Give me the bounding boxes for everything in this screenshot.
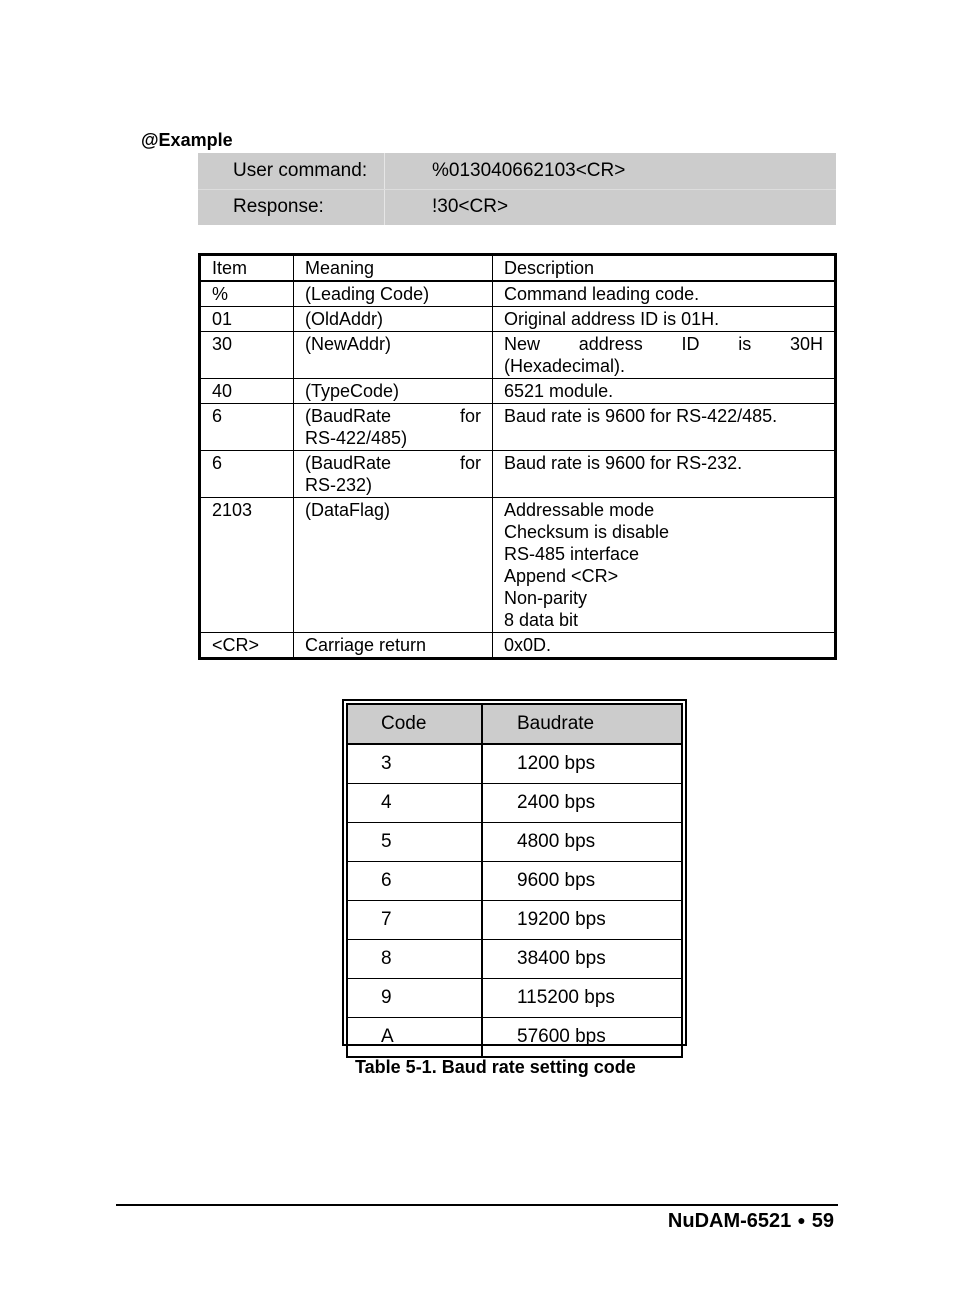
- example-heading: @Example: [141, 130, 233, 150]
- description-line: 8 data bit: [504, 610, 579, 630]
- description-line: Addressable mode: [504, 500, 655, 520]
- meaning-cell: (TypeCode): [294, 379, 493, 404]
- description-cell: Command leading code.: [493, 281, 836, 307]
- item-cell: 6: [200, 451, 294, 498]
- code-cell: 6: [347, 862, 482, 901]
- table-header-row: [200, 255, 836, 282]
- code-cell: 4: [347, 784, 482, 823]
- user-command-value: %013040662103<CR>: [432, 160, 626, 181]
- table-row: [200, 281, 836, 307]
- header-code: Code: [347, 704, 482, 744]
- baudrate-cell: 115200 bps: [482, 979, 682, 1018]
- table-row: [200, 332, 836, 379]
- product-name: NuDAM-6521: [667, 1210, 792, 1232]
- word: is: [738, 334, 752, 354]
- code-cell: 5: [347, 823, 482, 862]
- code-cell: A: [347, 1018, 482, 1058]
- table-row: [200, 633, 836, 659]
- table-row: [347, 862, 682, 901]
- meaning-line: RS-232): [305, 475, 373, 495]
- meaning-cell: [294, 451, 493, 498]
- bullet-icon: ●: [797, 1212, 806, 1228]
- table-row: [200, 498, 836, 633]
- meaning-cell: Carriage return: [294, 633, 493, 659]
- description-cell: 6521 module.: [493, 379, 836, 404]
- item-cell: 30: [200, 332, 294, 379]
- header-description: Description: [493, 255, 836, 282]
- baudrate-cell: 1200 bps: [482, 744, 682, 784]
- table-header-row: [347, 704, 682, 744]
- table-row: [347, 744, 682, 784]
- word: ID: [681, 334, 700, 354]
- description-line: RS-485 interface: [504, 544, 640, 564]
- table-row: [347, 1018, 682, 1058]
- justified-line: [504, 333, 823, 355]
- description-line: Non-parity: [504, 588, 588, 608]
- description-line: (Hexadecimal).: [504, 356, 626, 376]
- page-footer: [668, 1210, 834, 1233]
- word: address: [578, 334, 643, 354]
- meaning-line: RS-422/485): [305, 428, 408, 448]
- baudrate-cell: 9600 bps: [482, 862, 682, 901]
- meaning-cell: [294, 404, 493, 451]
- response-row: [198, 189, 836, 225]
- baudrate-cell: 19200 bps: [482, 901, 682, 940]
- baudrate-cell: 4800 bps: [482, 823, 682, 862]
- table-caption: Table 5-1. Baud rate setting code: [355, 1057, 636, 1077]
- example-command-box: [198, 153, 836, 225]
- code-cell: 7: [347, 901, 482, 940]
- word: for: [459, 406, 481, 426]
- description-cell: Original address ID is 01H.: [493, 307, 836, 332]
- table-row: [200, 451, 836, 498]
- user-command-label: User command:: [233, 160, 368, 181]
- description-cell: Baud rate is 9600 for RS-422/485.: [493, 404, 836, 451]
- header-baudrate: Baudrate: [482, 704, 682, 744]
- baudrate-cell: 2400 bps: [482, 784, 682, 823]
- description-cell: [493, 332, 836, 379]
- page-number: 59: [811, 1210, 834, 1232]
- table-row: [200, 379, 836, 404]
- description-line: Append <CR>: [504, 566, 619, 586]
- item-cell: %: [200, 281, 294, 307]
- table-row: [347, 901, 682, 940]
- description-cell: 0x0D.: [493, 633, 836, 659]
- table-row: [347, 940, 682, 979]
- table-row: [200, 307, 836, 332]
- word: 30H: [789, 334, 823, 354]
- meaning-cell: (DataFlag): [294, 498, 493, 633]
- table-row: [347, 784, 682, 823]
- description-cell: [493, 498, 836, 633]
- item-cell: 6: [200, 404, 294, 451]
- table-row: [200, 404, 836, 451]
- footer-divider: [116, 1204, 838, 1206]
- word: for: [459, 453, 481, 473]
- meaning-cell: (OldAddr): [294, 307, 493, 332]
- baudrate-table-frame: [342, 699, 687, 1046]
- meaning-cell: (Leading Code): [294, 281, 493, 307]
- word: New: [504, 334, 541, 354]
- word: (BaudRate: [305, 406, 392, 426]
- description-cell: Baud rate is 9600 for RS-232.: [493, 451, 836, 498]
- word: (BaudRate: [305, 453, 392, 473]
- justified-line: [305, 405, 481, 427]
- item-cell: 2103: [200, 498, 294, 633]
- item-cell: 40: [200, 379, 294, 404]
- response-value: !30<CR>: [432, 196, 509, 217]
- header-meaning: Meaning: [294, 255, 493, 282]
- command-meaning-table: [198, 253, 837, 660]
- item-cell: <CR>: [200, 633, 294, 659]
- baudrate-cell: 38400 bps: [482, 940, 682, 979]
- item-cell: 01: [200, 307, 294, 332]
- baudrate-table: [346, 703, 683, 1058]
- code-cell: 3: [347, 744, 482, 784]
- meaning-cell: (NewAddr): [294, 332, 493, 379]
- code-cell: 8: [347, 940, 482, 979]
- user-command-row: [198, 153, 836, 189]
- response-label: Response:: [233, 196, 324, 217]
- justified-line: [305, 452, 481, 474]
- header-item: Item: [200, 255, 294, 282]
- table-row: [347, 823, 682, 862]
- baudrate-cell: 57600 bps: [482, 1018, 682, 1058]
- description-line: Checksum is disable: [504, 522, 670, 542]
- table-row: [347, 979, 682, 1018]
- code-cell: 9: [347, 979, 482, 1018]
